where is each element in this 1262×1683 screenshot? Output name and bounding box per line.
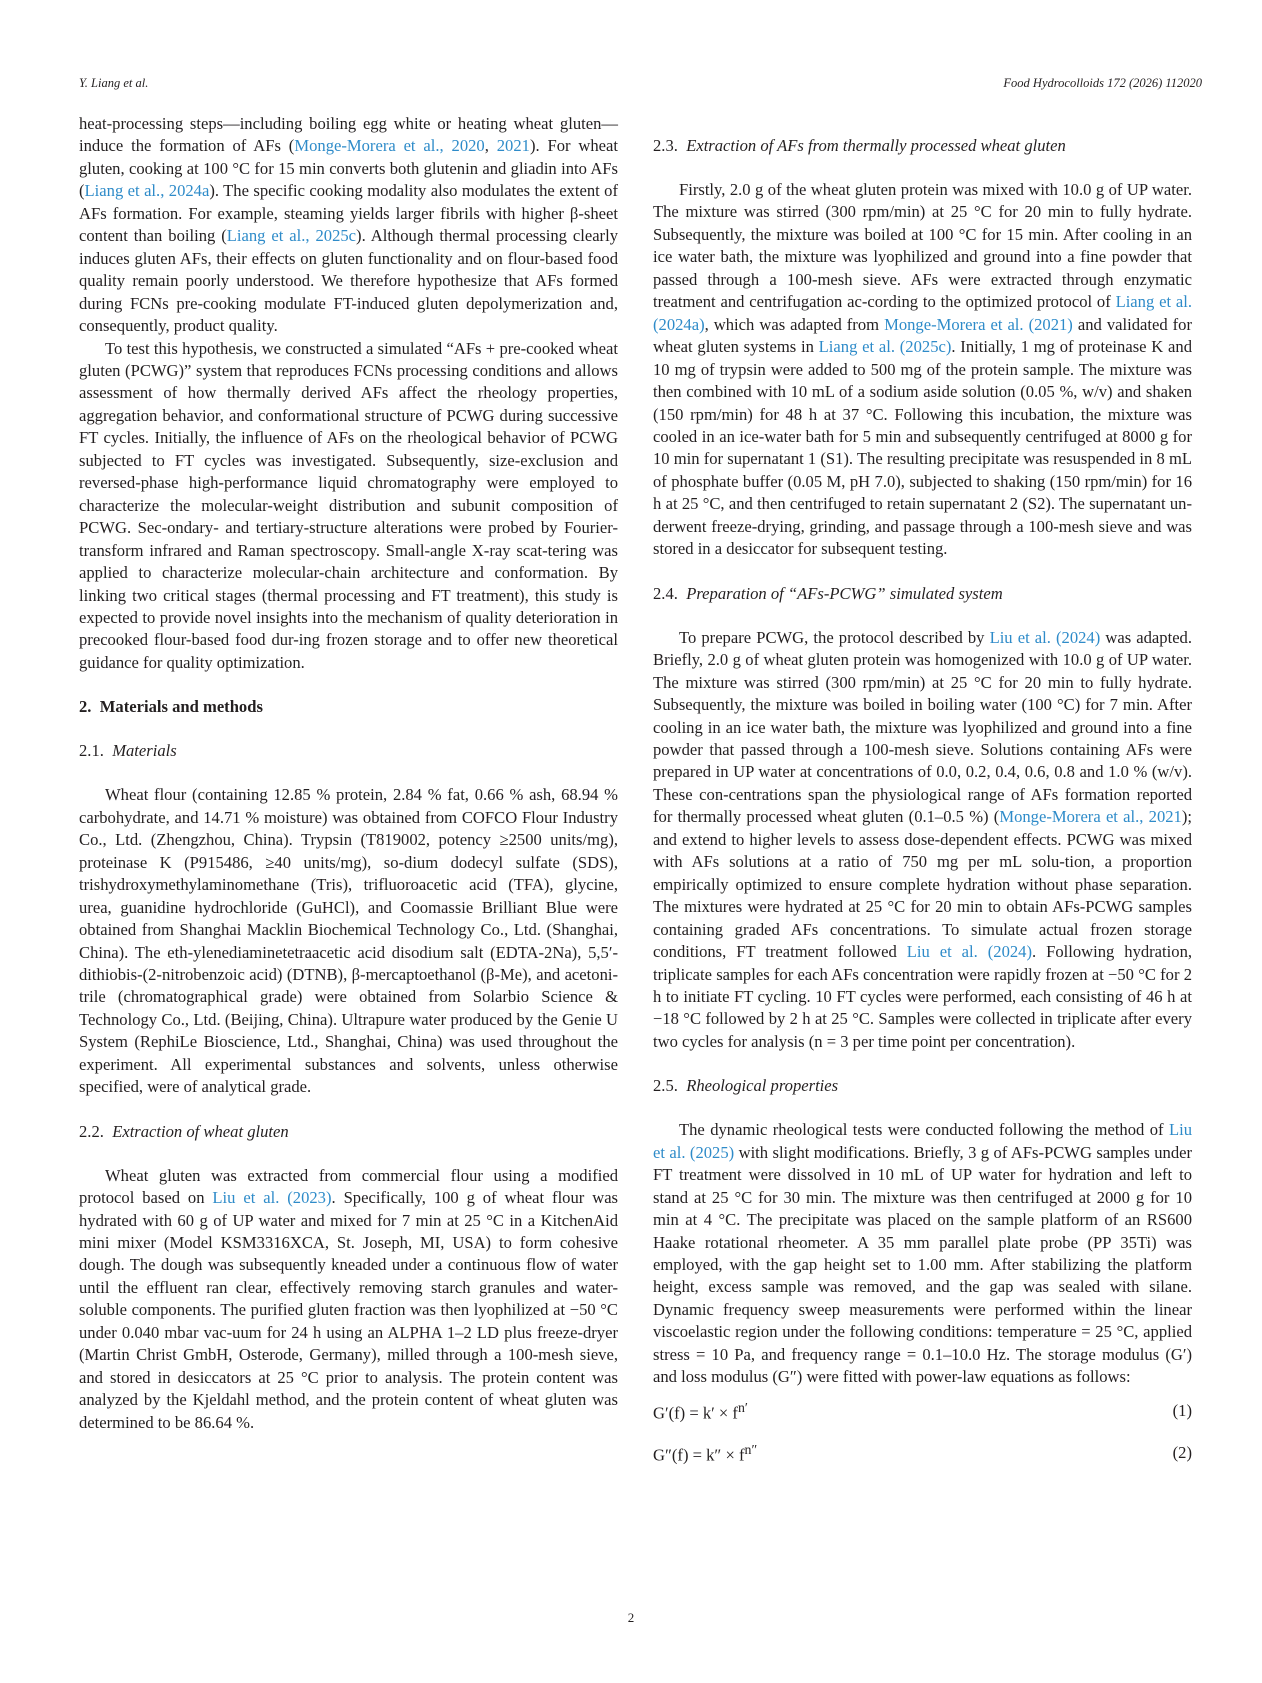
afs-extraction-paragraph: Firstly, 2.0 g of the wheat gluten protein was mixed with 10.0 g of UP water. The mixture was stirred (300 rpm/min) at 25 °C for 20 min to fully hydrate. Subsequently, the mixture was boiled at 100 °C for 15 min. After cooling in an ice water bath, the mixture was lyophilized and ground into a fine powder that passed through a 100-mesh sieve. AFs were extracted through enzymatic treatment and centrifugation ac-cording to the optimized protocol of Liang et al. (2024a), which was adapted from Monge-Morera et al. (2021) and validated for wheat gluten systems in Liang et al. (2025c). Initially, 1 mg of proteinase K and 10 mg of trypsin were added to 500 mg of the protein sample. The mixture was then combined with 10 mL of a sodium aside solution (0.05 %, w/v) and shaken (150 rpm/min) for 48 h at 37 °C. Following this incubation, the mixture was cooled in an ice-water bath for 5 min and subsequently centrifuged at 8000 g for 10 min for supernatant 1 (S1). The resulting precipitate was resuspended in 8 mL of phosphate buffer (0.05 M, pH 7.0), subjected to shaking (150 rpm/min) for 16 h at 25 °C, and then centrifuged to retain supernatant 2 (S2). The supernatant un-derwent freeze-drying, grinding, and passage through a 100-mesh sieve and was stored in a desiccator for subsequent testing. (653, 180, 1193, 559)
equation-number: (2) (1172, 1442, 1192, 1462)
page-number: 2 (627, 1610, 635, 1625)
citation-link[interactable]: Monge-Morera et al., 2020 (294, 136, 485, 156)
right-column (653, 113, 1192, 1473)
intro-paragraph-1: heat-processing steps—including boiling egg white or heating wheat gluten—induce the formation of AFs (Monge-Morera et al., 2020, 2021). For wheat gluten, cooking at 100 °C for 15 min converts both glutenin and gliadin into AFs (Liang et al., 2024a). The specific cooking modality also modulates the extent of AFs formation. For example, steaming yields larger fibrils with higher β-sheet content than boiling (Liang et al., 2025c). Although thermal processing clearly induces gluten AFs, their effects on gluten functionality and on flour-based food quality remain poorly understood. We therefore hypothesize that AFs formed during FCNs pre-cooking modulate FT-induced gluten depolymerization and, consequently, product quality. (79, 114, 619, 336)
citation-link[interactable]: Liu et al. (2023) (212, 1188, 332, 1208)
citation-link[interactable]: Monge-Morera et al. (2021) (884, 314, 1073, 334)
citation-link[interactable]: Liu et al. (2025) (653, 1120, 1192, 1162)
citation-link[interactable]: Liang et al. (2025c) (818, 337, 952, 357)
citation-link[interactable]: Liu et al. (2024) (906, 942, 1032, 962)
preparation-paragraph: To prepare PCWG, the protocol described by Liu et al. (2024) was adapted. Briefly, 2.0 g of wheat gluten protein was homogenized with 10.0 g of UP water. The mixture was stirred (300 rpm/min) at 25 °C for 20 min to fully hydrate. Subsequently, the mixture was boiled in boiling water (100 °C) for 7 min. After cooling in an ice water bath, the mixture was lyophilized and ground into a fine powder that passed through a 100-mesh sieve. Solutions containing AFs were prepared in UP water at concentrations of 0.0, 0.2, 0.4, 0.6, 0.8 and 1.0 % (w/v). These con-centrations span the physiological range of AFs formation reported for thermally processed wheat gluten (0.1–0.5 %) (Monge-Morera et al., 2021); and extend to higher levels to assess dose-dependent effects. PCWG was mixed with AFs solutions at a ratio of 750 mg per mL solu-tion, a proportion empirically optimized to ensure complete hydration without phase separation. The mixtures were hydrated at 25 °C for 20 min to obtain AFs-PCWG samples containing graded AFs concentrations. To simulate actual frozen storage conditions, FT treatment followed Liu et al. (2024). Following hydration, triplicate samples for each AFs concentration were rapidly frozen at −50 °C for 2 h to initiate FT cycling. 10 FT cycles were performed, each consisting of 46 h at −18 °C followed by 2 h at 25 °C. Samples were collected in triplicate after every two cycles for analysis (n = 3 per time point per concentration). (653, 627, 1193, 1051)
subsection-heading: 2.2. Extraction of wheat gluten (79, 1121, 289, 1141)
gluten-extraction-paragraph: Wheat gluten was extracted from commercial flour using a modified protocol based on Liu et al. (2023). Specifically, 100 g of wheat flour was hydrated with 60 g of UP water and mixed for 7 min at 25 °C in a KitchenAid mini mixer (Model KSM3316XCA, St. Joseph, MI, USA) to form cohesive dough. The dough was subsequently kneaded under a continuous flow of water until the effluent ran clear, effectively removing starch granules and water-soluble components. The purified gluten fraction was then lyophilized at −50 °C under 0.040 mbar vac-uum for 24 h using an ALPHA 1–2 LD plus freeze-dryer (Martin Christ GmbH, Osterode, Germany), milled through a 100-mesh sieve, and stored in desiccators at 25 °C prior to analysis. The protein content was analyzed by the Kjeldahl method, and the protein content of wheat gluten was determined to be 86.64 %. (79, 1165, 619, 1432)
left-column (79, 113, 618, 1434)
subsection-heading: 2.1. Materials (79, 741, 177, 761)
equation-1: $G'(f) = k' \times f^{n'}$ (1) (653, 1399, 1192, 1423)
materials-paragraph: Wheat flour (containing 12.85 % protein, 2.84 % fat, 0.66 % ash, 68.94 % carbohydrate, and 14.71 % moisture) was obtained from COFCO Flour Industry Co., Ltd. (Zhengzhou, China). Trypsin (T819002, potency ≥2500 units/mg), proteinase K (P915486, ≥40 units/mg), so-dium dodecyl sulfate (SDS), trishydroxymethylaminomethane (Tris), trifluoroacetic acid (TFA), glycine, urea, guanidine hydrochloride (GuHCl), and Coomassie Brilliant Blue were obtained from Shanghai Macklin Biochemical Technology Co., Ltd. (Shanghai, China). The eth-ylenediaminetetraacetic acid disodium salt (EDTA-2Na), 5,5′-dithiobis-(2-nitrobenzoic acid) (DTNB), β-mercaptoethanol (β-Me), and acetoni-trile (chromatographical grade) were obtained from Solarbio Science & Technology Co., Ltd. (Beijing, China). Ultrapure water produced by the Genie U System (RephiLe Bioscience, Ltd., Shanghai, China) was used throughout the experiment. All experimental substances and solvents, unless otherwise specified, were of analytical grade. (79, 785, 618, 1097)
equation-number: (1) (1172, 1400, 1192, 1420)
citation-link[interactable]: 2021 (496, 136, 530, 156)
equation-2: $G''(f) = k'' \times f^{n''}$ (2) (653, 1441, 1192, 1465)
subsection-heading: 2.4. Preparation of “AFs-PCWG” simulated system (653, 583, 1003, 603)
citation-link[interactable]: Liang et al. (2024a) (653, 292, 1192, 334)
intro-paragraph-2: To test this hypothesis, we constructed a simulated “AFs + pre-cooked wheat gluten (PCWG)” system that reproduces FCNs processing conditions and allows assessment of how thermally derived AFs affect the rheology properties, aggregation behavior, and conformational structure of PCWG during successive FT cycles. Initially, the influence of AFs on the rheological behavior of PCWG subjected to FT cycles was investigated. Subsequently, size-exclusion and reversed-phase high-performance liquid chromatography were employed to characterize the molecular-weight distribution and subunit composition of PCWG. Sec-ondary- and tertiary-structure alterations were probed by Fourier-transform infrared and Raman spectroscopy. Small-angle X-ray scat-tering was applied to characterize molecular-chain architecture and conformation. By linking two critical stages (thermal processing and FT treatment), this study is expected to provide novel insights into the mechanism of quality deterioration in precooked flour-based food dur-ing frozen storage and to offer new theoretical guidance for quality optimization. (79, 338, 618, 672)
subsection-heading: 2.5. Rheological properties (653, 1076, 839, 1096)
citation-link[interactable]: Liang et al., 2024a (84, 181, 210, 201)
running-head-authors: Y. Liang et al. (79, 76, 149, 90)
running-head-journal: Food Hydrocolloids 172 (2026) 112020 (1003, 76, 1202, 90)
citation-link[interactable]: Monge-Morera et al., 2021 (999, 807, 1182, 827)
section-heading: 2. Materials and methods (79, 697, 263, 717)
subsection-heading: 2.3. Extraction of AFs from thermally processed wheat gluten (653, 136, 1066, 155)
citation-link[interactable]: Liang et al., 2025c (226, 226, 357, 246)
rheology-paragraph: The dynamic rheological tests were conducted following the method of Liu et al. (2025) with slight modifications. Briefly, 3 g of AFs-PCWG samples under FT treatment were dissolved in 10 mL of UP water for hydration and left to stand at 25 °C for 30 min. The mixture was then centrifuged at 2000 g for 10 min at 4 °C. The precipitate was placed on the sample platform of an RS600 Haake rotational rheometer. A 35 mm parallel plate probe (PP 35Ti) was employed, with the gap height set to 1.00 mm. After stabilizing the platform height, excess sample was removed, and the gap was sealed with silane. Dynamic frequency sweep measurements were performed within the linear viscoelastic region under the following conditions: temperature = 25 °C, applied stress = 10 Pa, and frequency range = 0.1–10.0 Hz. The storage modulus (G′) and loss modulus (G″) were fitted with power-law equations as follows: (653, 1120, 1193, 1387)
citation-link[interactable]: Liu et al. (2024) (989, 627, 1101, 647)
